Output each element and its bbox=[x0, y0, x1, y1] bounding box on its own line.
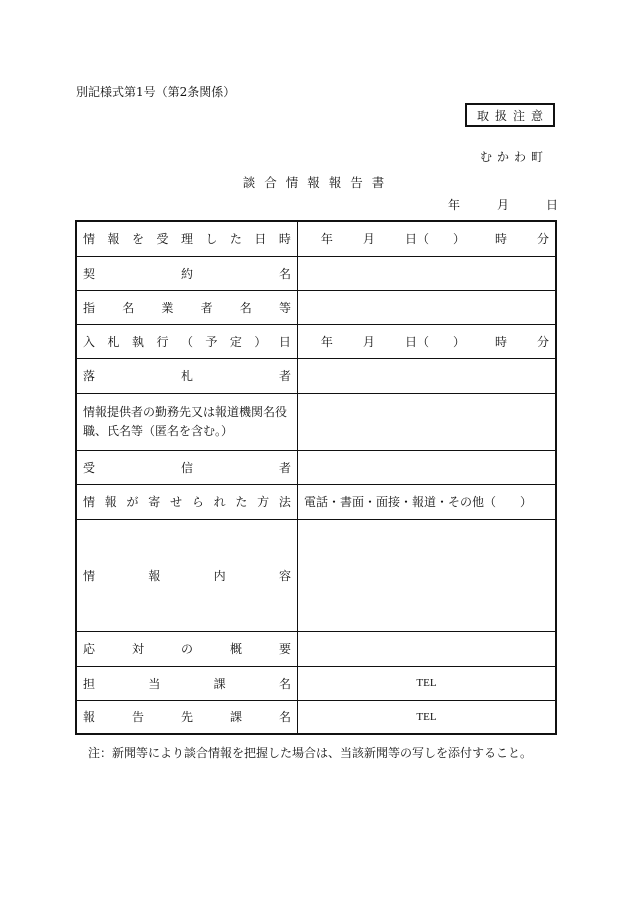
label-designated-contractors bbox=[83, 299, 291, 316]
field-responsible-section-tel[interactable]: TEL bbox=[298, 666, 557, 700]
label-char: 指 bbox=[83, 300, 96, 315]
field-method[interactable]: 電話・書面・面接・報道・その他（ ） bbox=[298, 484, 557, 519]
label-char: を bbox=[131, 232, 144, 247]
label-char: 等 bbox=[278, 300, 291, 315]
label-bid-date bbox=[83, 333, 291, 350]
table-row bbox=[76, 290, 556, 324]
label-char: 情 bbox=[83, 232, 96, 247]
label-char: 時 bbox=[278, 232, 291, 247]
report-month: 月 bbox=[496, 198, 509, 212]
datetime-template bbox=[298, 333, 555, 350]
dt-minute: 分 bbox=[536, 334, 549, 349]
label-char: 名 bbox=[278, 710, 291, 725]
label-char: 者 bbox=[278, 460, 291, 475]
town-name: むかわ町 bbox=[479, 150, 548, 164]
label-char: た bbox=[235, 495, 248, 509]
dt-day: 日（ bbox=[404, 334, 429, 349]
row-label bbox=[76, 484, 298, 519]
row-label bbox=[76, 666, 298, 700]
label-char: 札 bbox=[107, 334, 120, 349]
label-char: の bbox=[180, 642, 193, 656]
row-label bbox=[76, 631, 298, 666]
row-label bbox=[76, 221, 298, 256]
dt-month: 月 bbox=[362, 232, 375, 247]
table-row bbox=[76, 324, 556, 358]
label-response-summary bbox=[83, 640, 291, 657]
label-char: 容 bbox=[278, 568, 291, 583]
row-label bbox=[76, 393, 298, 450]
dt-hour: 時 bbox=[494, 334, 507, 349]
label-received-datetime bbox=[83, 230, 291, 247]
field-receiver[interactable] bbox=[298, 450, 557, 484]
label-char: 定 bbox=[229, 334, 242, 349]
label-method bbox=[83, 493, 291, 510]
row-label bbox=[76, 290, 298, 324]
dt-day: 日（ bbox=[404, 232, 429, 247]
table-row bbox=[76, 631, 556, 666]
label-char: 入 bbox=[83, 334, 96, 349]
label-winning-bidder bbox=[83, 367, 291, 384]
field-bid-date[interactable] bbox=[298, 324, 557, 358]
label-char: 落 bbox=[83, 369, 96, 383]
label-char: 課 bbox=[213, 676, 226, 691]
label-char: 日 bbox=[254, 232, 267, 247]
label-char: 信 bbox=[180, 460, 193, 475]
label-responsible-section bbox=[83, 675, 291, 692]
label-char: 内 bbox=[213, 568, 226, 583]
field-info-content[interactable] bbox=[298, 519, 557, 631]
report-year: 年 bbox=[448, 198, 461, 212]
label-char: 札 bbox=[180, 369, 193, 383]
label-char: 先 bbox=[180, 710, 193, 725]
label-char: 者 bbox=[278, 369, 291, 383]
table-row bbox=[76, 358, 556, 393]
label-char: 名 bbox=[278, 266, 291, 281]
table-row bbox=[76, 221, 556, 256]
dt-paren: ） bbox=[452, 232, 465, 247]
dt-minute: 分 bbox=[536, 232, 549, 247]
label-char: 者 bbox=[200, 300, 213, 315]
label-char: 理 bbox=[180, 232, 193, 247]
label-contract-name bbox=[83, 265, 291, 282]
table-row bbox=[76, 484, 556, 519]
table-row bbox=[76, 256, 556, 290]
table-row bbox=[76, 450, 556, 484]
label-char: （ bbox=[180, 334, 193, 349]
label-char: 課 bbox=[229, 710, 242, 725]
label-char: 報 bbox=[104, 495, 117, 509]
label-char: 告 bbox=[131, 710, 144, 725]
label-char: 受 bbox=[156, 232, 169, 247]
label-char: 受 bbox=[83, 460, 96, 475]
label-char: 情 bbox=[83, 495, 96, 509]
label-char: せ bbox=[170, 495, 183, 509]
row-label bbox=[76, 700, 298, 734]
row-label bbox=[76, 256, 298, 290]
label-info-content bbox=[83, 567, 291, 584]
field-received-datetime[interactable] bbox=[298, 221, 557, 256]
label-char: 寄 bbox=[148, 495, 161, 509]
label-char: 業 bbox=[161, 300, 174, 315]
label-char: た bbox=[229, 232, 242, 247]
dt-hour: 時 bbox=[494, 232, 507, 247]
field-response-summary[interactable] bbox=[298, 631, 557, 666]
report-day: 日 bbox=[545, 198, 558, 212]
label-char: 執 bbox=[131, 334, 144, 349]
field-winning-bidder[interactable] bbox=[298, 358, 557, 393]
label-char: 概 bbox=[229, 642, 242, 656]
label-char: 報 bbox=[83, 710, 96, 725]
label-char: 名 bbox=[122, 300, 135, 315]
label-char: ） bbox=[254, 334, 267, 349]
label-char: し bbox=[205, 232, 218, 247]
label-char: 行 bbox=[156, 334, 169, 349]
field-informant[interactable] bbox=[298, 393, 557, 450]
table-row bbox=[76, 393, 556, 450]
handle-with-care-box: 取扱注意 bbox=[465, 103, 555, 127]
dt-year: 年 bbox=[320, 334, 333, 349]
row-label bbox=[76, 519, 298, 631]
label-char: 契 bbox=[83, 266, 96, 281]
label-char: 報 bbox=[107, 232, 120, 247]
row-label bbox=[76, 358, 298, 393]
label-report-to-section bbox=[83, 708, 291, 725]
label-char: 予 bbox=[205, 334, 218, 349]
row-label bbox=[76, 324, 298, 358]
report-form-table bbox=[75, 220, 557, 735]
table-row bbox=[76, 519, 556, 631]
datetime-template bbox=[298, 230, 555, 247]
label-char: 名 bbox=[239, 300, 252, 315]
table-row bbox=[76, 666, 556, 700]
document-title: 談合情報報告書 bbox=[242, 175, 394, 190]
label-informant: 情報提供者の勤務先又は報道機関名役職、氏名等（匿名を含む。） bbox=[83, 404, 288, 438]
label-char: 担 bbox=[83, 676, 96, 691]
field-report-to-section-tel[interactable]: TEL bbox=[298, 700, 557, 734]
form-number-label: 別記様式第1号（第2条関係） bbox=[76, 85, 236, 99]
label-char: 対 bbox=[131, 642, 144, 656]
dt-month: 月 bbox=[362, 334, 375, 349]
dt-paren: ） bbox=[452, 334, 465, 349]
label-char: 名 bbox=[278, 676, 291, 691]
label-char: 要 bbox=[278, 642, 291, 656]
label-char: 方 bbox=[257, 495, 270, 509]
label-char: 日 bbox=[278, 334, 291, 349]
dt-year: 年 bbox=[320, 232, 333, 247]
label-receiver bbox=[83, 459, 291, 476]
label-char: 報 bbox=[148, 568, 161, 583]
label-char: 法 bbox=[278, 495, 291, 509]
report-date bbox=[448, 196, 558, 213]
label-char: ら bbox=[191, 495, 204, 509]
label-char: 情 bbox=[83, 568, 96, 583]
label-char: れ bbox=[213, 495, 226, 509]
field-designated-contractors[interactable] bbox=[298, 290, 557, 324]
label-char: 当 bbox=[148, 676, 161, 691]
field-contract-name[interactable] bbox=[298, 256, 557, 290]
label-char: 約 bbox=[180, 266, 193, 281]
footnote: 注：新聞等により談合情報を把握した場合は、当該新聞等の写しを添付すること。 bbox=[88, 746, 533, 760]
label-char: 応 bbox=[83, 642, 96, 656]
row-label bbox=[76, 450, 298, 484]
label-char: が bbox=[126, 495, 139, 509]
table-row bbox=[76, 700, 556, 734]
